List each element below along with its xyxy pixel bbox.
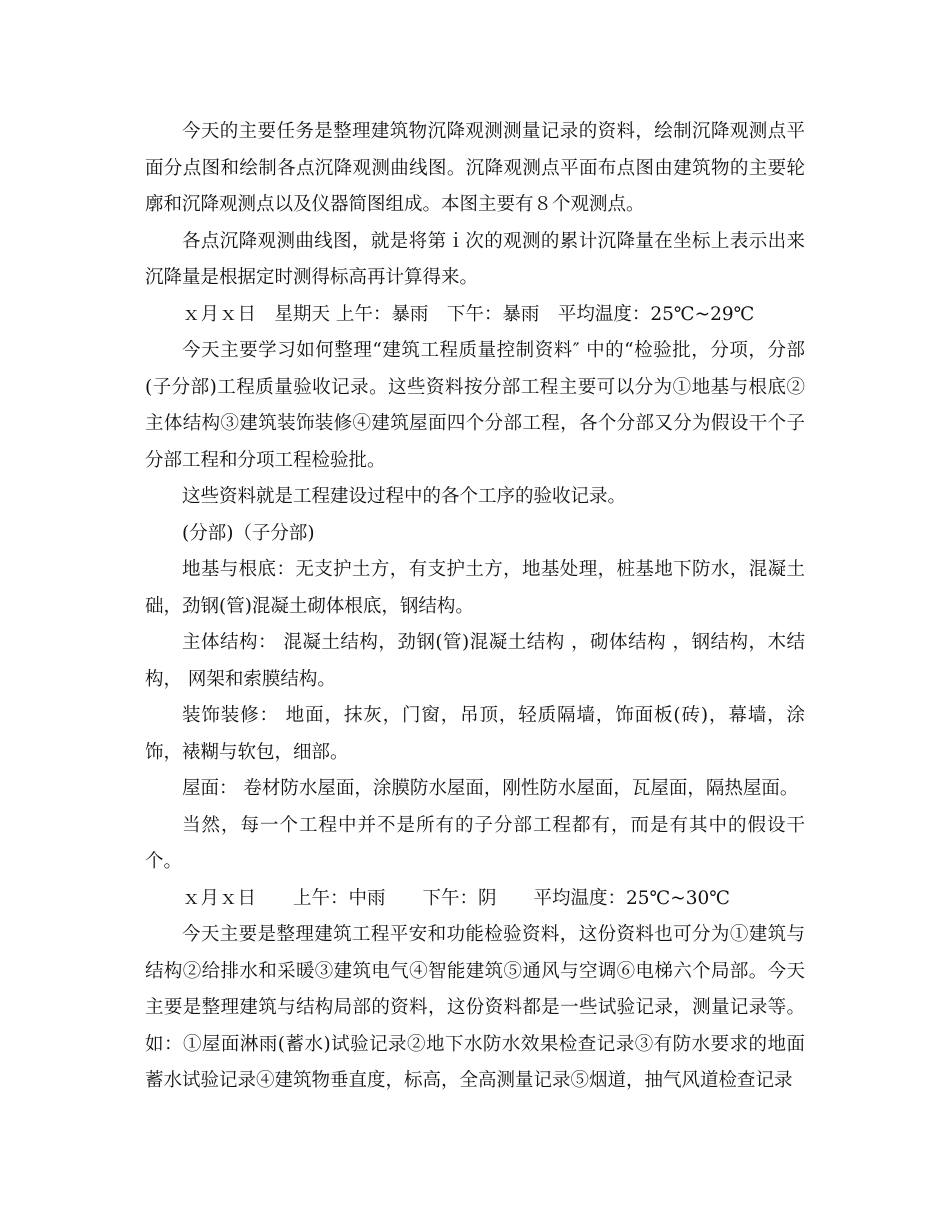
paragraph-acceptance-records: 这些资料就是工程建设过程中的各个工序的验收记录。: [182, 486, 627, 507]
diary-date-weather-2: ｘ月ｘ日 上午：中雨 下午：阴 平均温度：25℃~30℃: [182, 887, 730, 909]
paragraph-subdivision-header: (分部)（子分部): [182, 522, 315, 544]
paragraph-main-structure: 主体结构： 混凝土结构，劲钢(管)混凝土结构 ，砌体结构 ，钢结构，木结构， 网架和索膜结构。: [145, 632, 805, 690]
paragraph-foundation: 地基与根底：无支护土方，有支护土方，地基处理，桩基地下防水，混凝土础，劲钢(管)混凝土砌体根底，钢结构。: [145, 559, 805, 617]
paragraph-quality-control: 今天主要学习如何整理“建筑工程质量控制资料″ 中的“检验批，分项，分部(子分部)工程质量验收记录。这些资料按分部工程主要可以分为①地基与根底②主体结构③建筑装饰装修④建筑屋面四个分部工程，各个分部又分为假设干个子分部工程和分项工程检验批。: [145, 340, 805, 471]
paragraph-roofing: 屋面： 卷材防水屋面，涂膜防水屋面，刚性防水屋面，瓦屋面，隔热屋面。: [182, 778, 799, 799]
paragraph-settlement-curve: 各点沉降观测曲线图，就是将第ｉ次的观测的累计沉降量在坐标上表示出来沉降量是根据定时测得标高再计算得来。: [145, 230, 805, 288]
paragraph-not-all-subdivisions: 当然，每一个工程中并不是所有的子分部工程都有，而是有其中的假设干个。: [145, 814, 805, 872]
paragraph-settlement-task: 今天的主要任务是整理建筑物沉降观测测量记录的资料，绘制沉降观测点平面分点图和绘制各点沉降观测曲线图。沉降观测点平面布点图由建筑物的主要轮廓和沉降观测点以及仪器简图组成。本图主要有８个观测点。: [145, 121, 805, 215]
document-body: [145, 114, 805, 1100]
paragraph-decoration: 装饰装修： 地面，抹灰，门窗，吊顶，轻质隔墙，饰面板(砖)，幕墙，涂饰，裱糊与软包，细部。: [145, 705, 805, 763]
paragraph-safety-function: 今天主要是整理建筑工程平安和功能检验资料，这份资料也可分为①建筑与结构②给排水和采暖③建筑电气④智能建筑⑤通风与空调⑥电梯六个局部。今天主要是整理建筑与结构局部的资料，这份资料都是一些试验记录，测量记录等。如：①屋面淋雨(蓄水)试验记录②地下水防水效果检查记录③有防水要求的地面蓄水试验记录④建筑物垂直度，标高，全高测量记录⑤烟道，抽气风道检查记录: [145, 924, 805, 1091]
diary-date-weather-1: ｘ月ｘ日 星期天 上午：暴雨 下午：暴雨 平均温度：25℃~29℃: [182, 303, 755, 325]
